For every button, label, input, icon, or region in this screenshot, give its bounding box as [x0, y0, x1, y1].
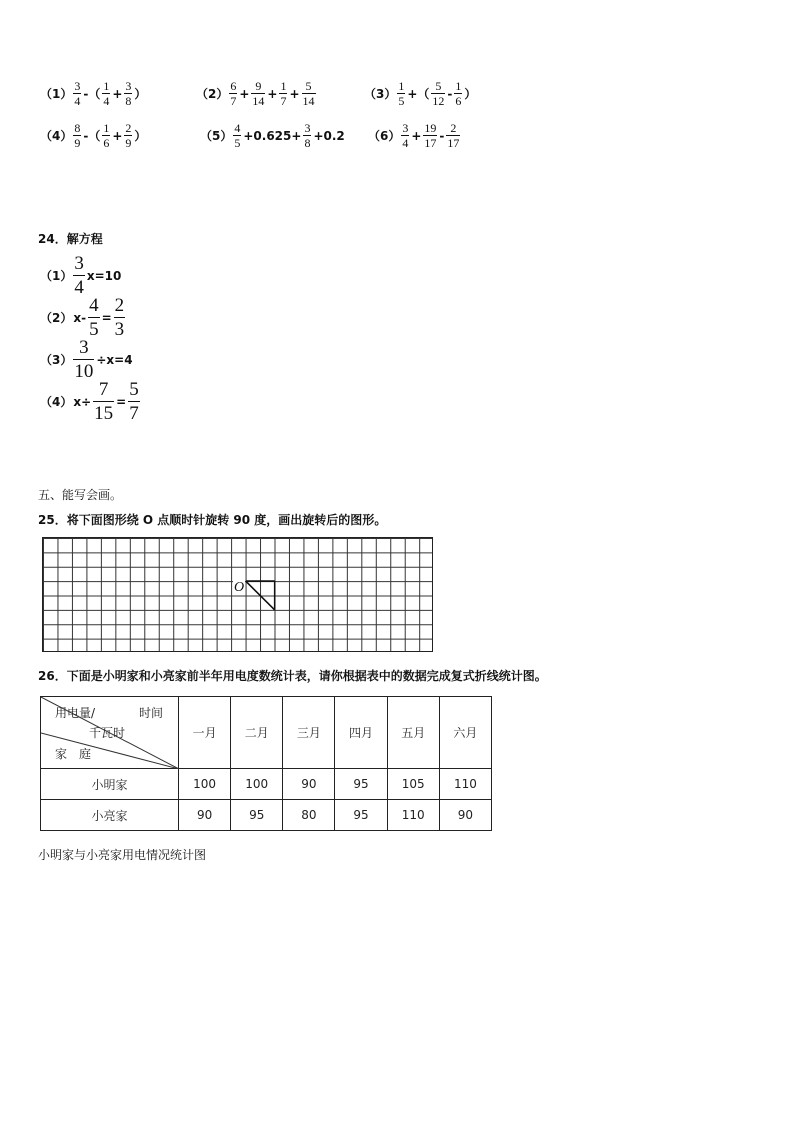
operator: ） — [464, 87, 477, 101]
table-cell: 90 — [179, 800, 231, 831]
table-cell: 90 — [283, 769, 335, 800]
denominator: 4 — [74, 94, 81, 108]
operator: x=10 — [86, 268, 122, 283]
fraction — [423, 122, 437, 149]
numerator: 8 — [74, 121, 81, 135]
denominator: 17 — [447, 136, 460, 150]
equation-1 — [40, 254, 122, 297]
numerator: 3 — [74, 79, 81, 93]
expr-6 — [368, 122, 461, 149]
section24-title: 24．解方程 — [38, 232, 103, 246]
numerator: 2 — [114, 295, 125, 316]
denominator: 5 — [398, 94, 405, 108]
item-number: （6） — [368, 129, 401, 143]
denominator: 8 — [304, 136, 311, 150]
operator: = — [116, 394, 127, 409]
question-26: 26．下面是小明家和小亮家前半年用电度数统计表，请你根据表中的数据完成复式折线统计图。 — [38, 669, 547, 683]
month-header: 四月 — [335, 697, 387, 769]
fraction — [401, 122, 409, 149]
numerator: 1 — [103, 121, 110, 135]
section5-title: 五、能写会画。 — [38, 488, 123, 502]
table-cell: 80 — [283, 800, 335, 831]
expr-1 — [40, 80, 147, 107]
month-header: 五月 — [387, 697, 439, 769]
operator: - — [439, 128, 445, 143]
denominator: 14 — [302, 94, 315, 108]
denominator: 17 — [424, 136, 437, 150]
operator: + — [411, 128, 422, 143]
denominator: 15 — [94, 403, 114, 424]
item-number: （4） — [40, 129, 73, 143]
denominator: 4 — [402, 136, 409, 150]
month-header: 六月 — [439, 697, 491, 769]
operator: x- — [73, 310, 87, 325]
item-number: （3） — [40, 353, 73, 367]
numerator: 3 — [402, 121, 409, 135]
numerator: 19 — [424, 121, 437, 135]
denominator: 7 — [129, 403, 139, 424]
operator: -（ — [83, 129, 101, 143]
table-cell: 100 — [231, 769, 283, 800]
month-header: 一月 — [179, 697, 231, 769]
table-row — [41, 800, 492, 831]
numerator: 5 — [129, 379, 139, 400]
expr-2 — [196, 80, 317, 107]
operator: +（ — [407, 87, 430, 101]
denominator: 3 — [114, 319, 125, 340]
numerator: 7 — [98, 379, 109, 400]
fraction — [124, 122, 132, 149]
denominator: 5 — [89, 319, 99, 340]
table-row — [41, 769, 492, 800]
denominator: 6 — [455, 94, 462, 108]
denominator: 12 — [432, 94, 445, 108]
fraction — [128, 380, 140, 423]
numerator: 6 — [230, 79, 237, 93]
denominator: 14 — [252, 94, 265, 108]
expr-5 — [200, 122, 346, 149]
operator: -（ — [83, 87, 101, 101]
rotation-figure — [43, 538, 434, 653]
diagonal-header-cell — [41, 697, 179, 769]
denominator: 7 — [230, 94, 237, 108]
fraction — [454, 80, 462, 107]
numerator: 3 — [125, 79, 132, 93]
operator: ÷x=4 — [96, 352, 133, 367]
header-top-right: 时间 — [139, 706, 164, 720]
header-bottom: 家 庭 — [55, 747, 92, 761]
origin-label: O — [234, 580, 245, 595]
fraction — [302, 80, 316, 107]
numerator: 2 — [450, 121, 457, 135]
denominator: 4 — [103, 94, 110, 108]
header-middle: 千瓦时 — [89, 726, 126, 740]
fraction — [279, 80, 287, 107]
numerator: 5 — [305, 79, 312, 93]
equation-2 — [40, 296, 126, 339]
fraction — [73, 122, 81, 149]
operator: ） — [134, 129, 147, 143]
table-cell: 90 — [439, 800, 491, 831]
table-cell: 95 — [335, 769, 387, 800]
numerator: 5 — [435, 79, 442, 93]
operator: + — [289, 86, 300, 101]
table-cell: 95 — [231, 800, 283, 831]
fraction — [303, 122, 311, 149]
denominator: 7 — [280, 94, 287, 108]
table-header-row — [41, 697, 492, 769]
numerator: 1 — [455, 79, 462, 93]
month-header: 三月 — [283, 697, 335, 769]
fraction — [229, 80, 237, 107]
operator: + — [112, 128, 123, 143]
fraction — [73, 338, 94, 381]
expr-4 — [40, 122, 147, 149]
item-number: （2） — [196, 87, 229, 101]
numerator: 3 — [74, 253, 84, 274]
fraction — [233, 122, 241, 149]
figure-diagonal-edge — [246, 581, 275, 610]
header-top-left: 用电量/ — [55, 706, 96, 720]
fraction — [93, 380, 114, 423]
fraction — [88, 296, 100, 339]
table-cell: 110 — [387, 800, 439, 831]
operator: +0.625+ — [243, 128, 302, 143]
numerator: 9 — [255, 79, 262, 93]
fraction — [251, 80, 265, 107]
item-number: （1） — [40, 269, 73, 283]
fraction — [73, 80, 81, 107]
numerator: 2 — [125, 121, 132, 135]
denominator: 9 — [74, 136, 81, 150]
rotation-grid[interactable] — [42, 537, 433, 652]
denominator: 10 — [74, 361, 94, 382]
numerator: 4 — [89, 295, 99, 316]
operator: = — [101, 310, 112, 325]
equation-3 — [40, 338, 134, 381]
fraction — [431, 80, 445, 107]
numerator: 4 — [234, 121, 241, 135]
operator: - — [447, 86, 453, 101]
expr-3 — [364, 80, 477, 107]
table-cell: 100 — [179, 769, 231, 800]
numerator: 1 — [280, 79, 287, 93]
row-label: 小明家 — [41, 769, 179, 800]
numerator: 3 — [304, 121, 311, 135]
fraction — [102, 122, 110, 149]
denominator: 9 — [125, 136, 132, 150]
numerator: 1 — [398, 79, 405, 93]
table-cell: 95 — [335, 800, 387, 831]
operator: x÷ — [73, 394, 92, 409]
question-25: 25．将下面图形绕 O 点顺时针旋转 90 度，画出旋转后的图形。 — [38, 513, 387, 527]
row-label: 小亮家 — [41, 800, 179, 831]
chart-caption: 小明家与小亮家用电情况统计图 — [38, 848, 207, 862]
operator: + — [239, 86, 250, 101]
item-number: （4） — [40, 395, 73, 409]
table-cell: 105 — [387, 769, 439, 800]
item-number: （5） — [200, 129, 233, 143]
fraction — [397, 80, 405, 107]
fraction — [102, 80, 110, 107]
month-header: 二月 — [231, 697, 283, 769]
denominator: 5 — [234, 136, 241, 150]
item-number: （1） — [40, 87, 73, 101]
fraction — [73, 254, 85, 297]
fraction — [446, 122, 460, 149]
electricity-table — [40, 696, 492, 831]
numerator: 1 — [103, 79, 110, 93]
item-number: （2） — [40, 311, 73, 325]
fraction — [124, 80, 132, 107]
denominator: 8 — [125, 94, 132, 108]
operator: + — [267, 86, 278, 101]
equation-4 — [40, 380, 141, 423]
operator: ） — [134, 87, 147, 101]
table-cell: 110 — [439, 769, 491, 800]
operator: +0.2 — [313, 128, 345, 143]
numerator: 3 — [79, 337, 89, 358]
fraction — [114, 296, 126, 339]
denominator: 4 — [74, 277, 84, 298]
denominator: 6 — [103, 136, 110, 150]
operator: + — [112, 86, 123, 101]
item-number: （3） — [364, 87, 397, 101]
